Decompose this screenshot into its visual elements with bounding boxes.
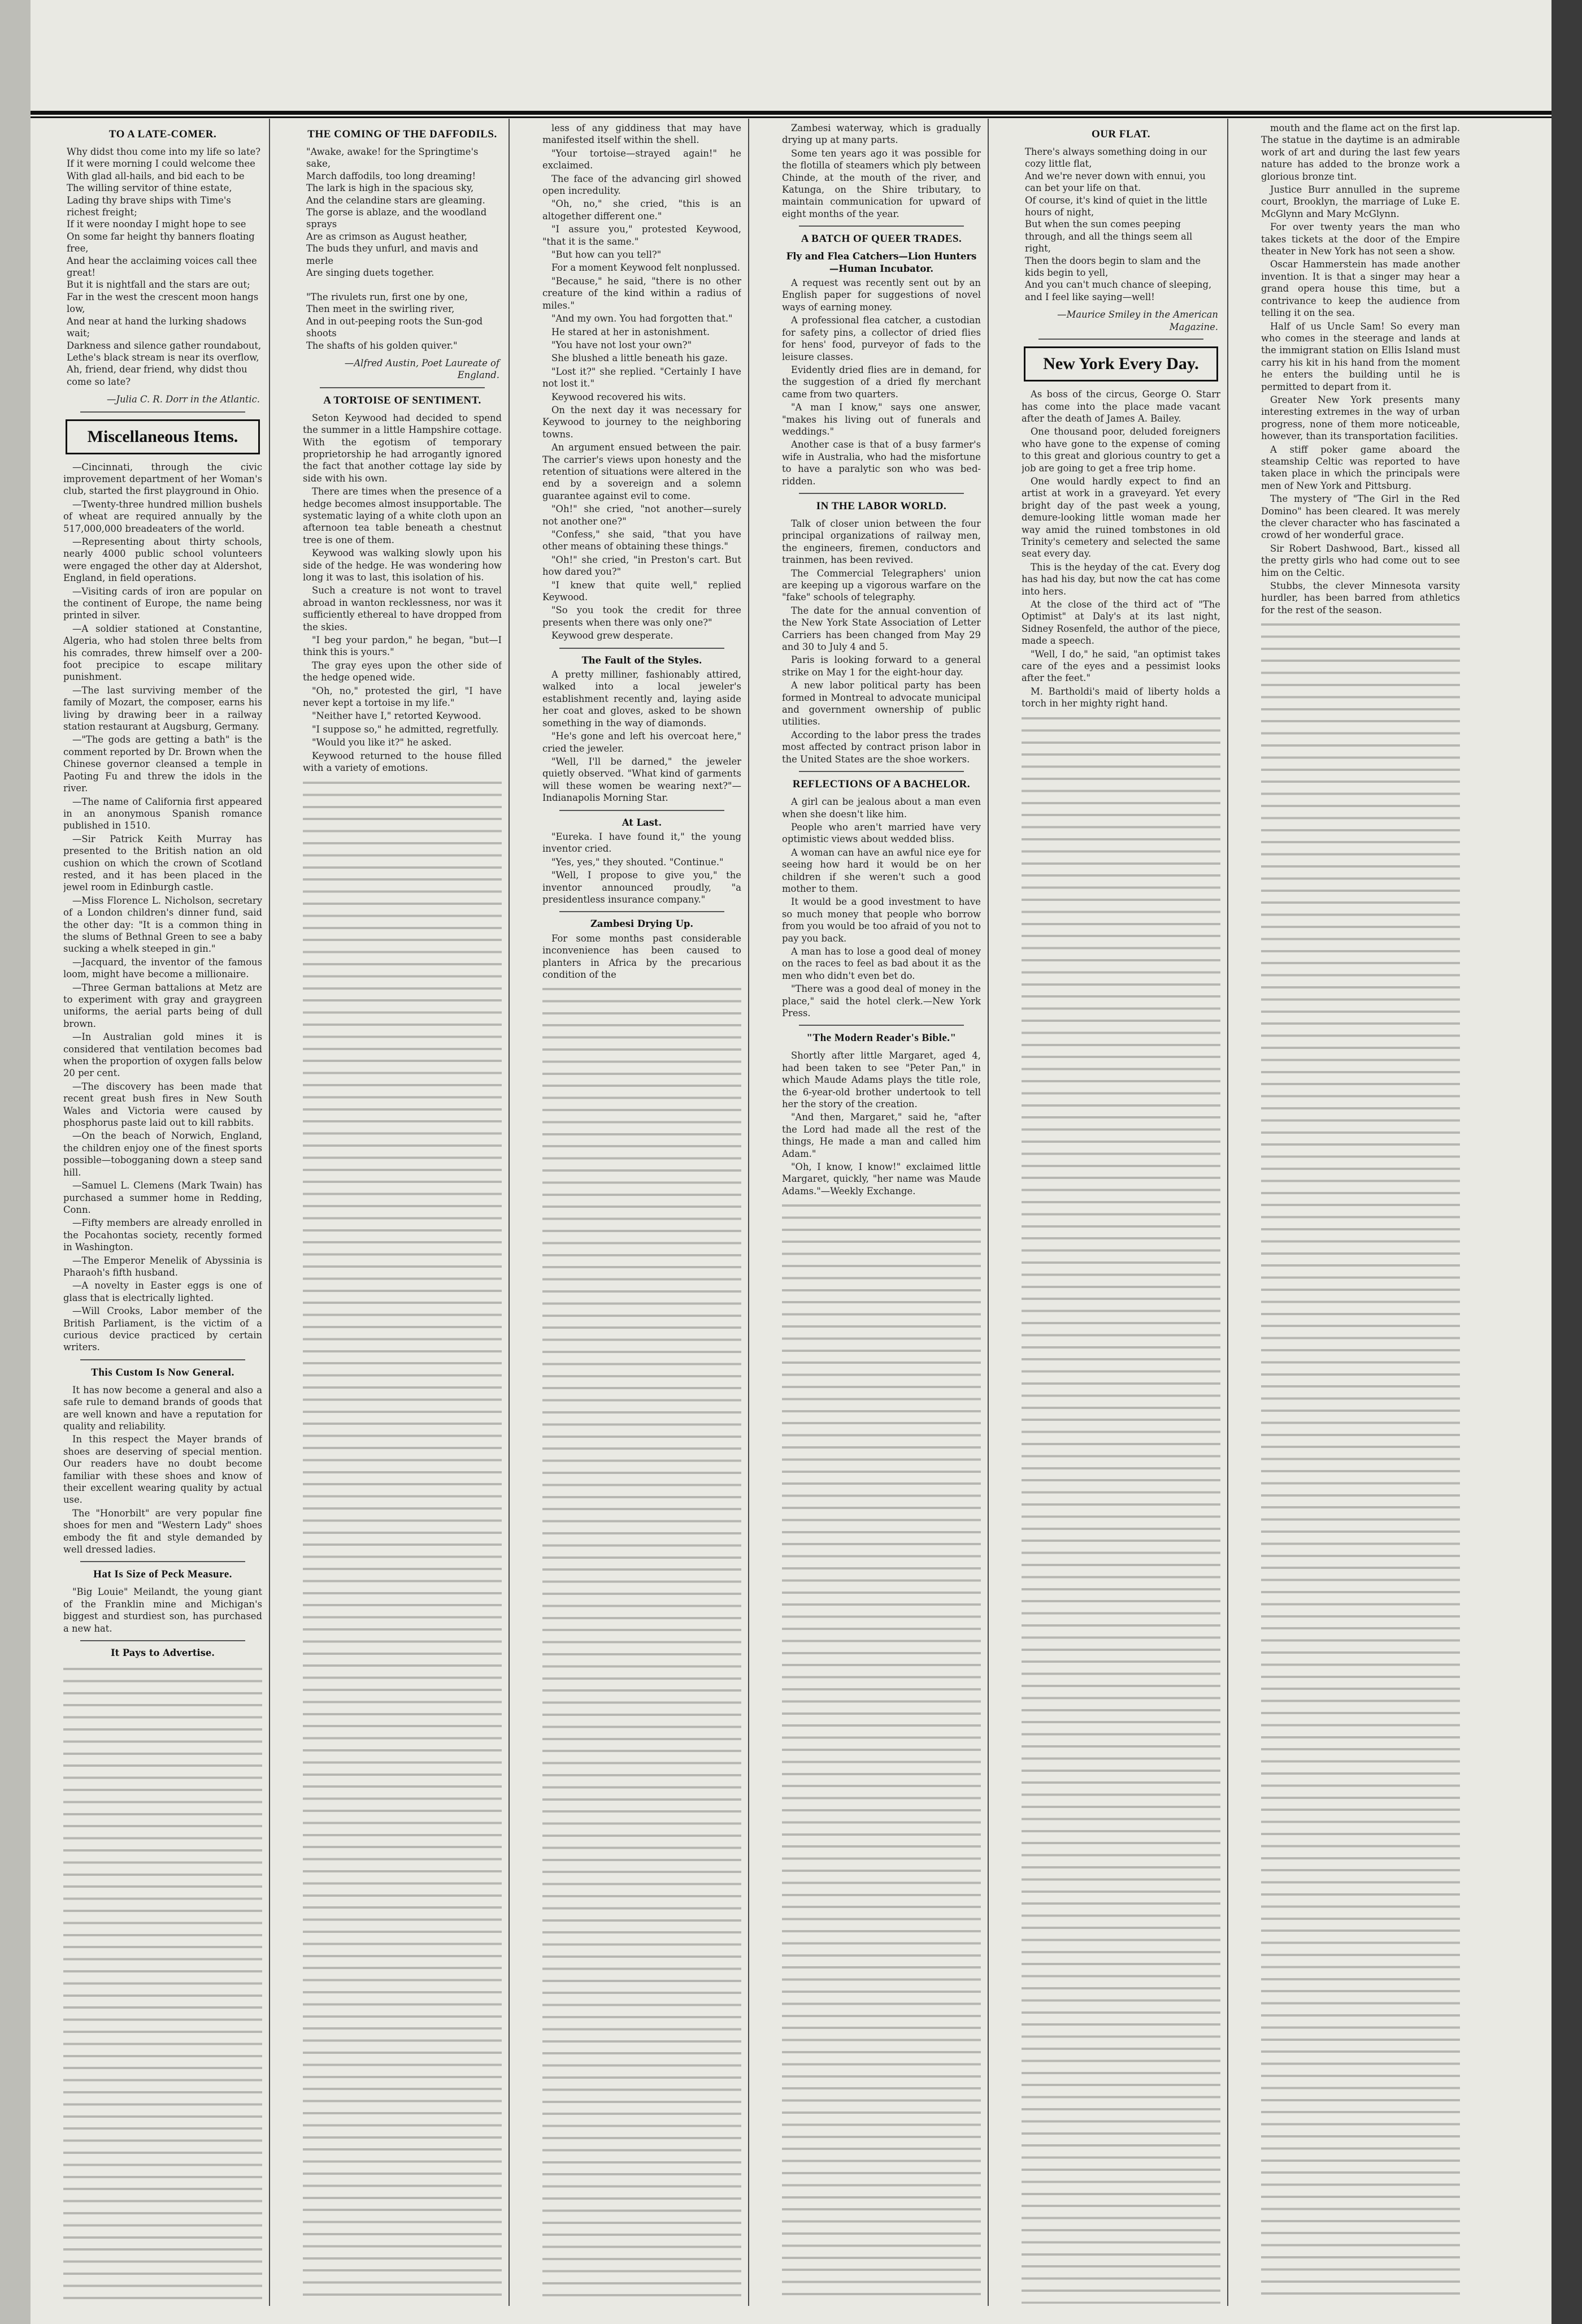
article-paragraph: Seton Keywood had decided to spend the summer in a little Hampshire cottage. With the egotism of temporary proprietorship he had arrogantly ignored the fact that another cottage lay side by side with his own. <box>303 412 502 484</box>
top-rule-thin <box>31 116 1551 118</box>
article-paragraph: mouth and the flame act on the first lap. The statue in the daytime is an admirable work of art and during the last few years nature has added to the bronze work a glorious bronze tint. <box>1261 123 1460 182</box>
article-paragraph: Stubbs, the clever Minnesota varsity hurdler, has been barred from athletics for the rest of the season. <box>1261 580 1460 615</box>
article-paragraph: Such a creature is not wont to travel abroad in wanton recklessness, nor was it sufficiently ethereal to have dropped from the skies. <box>303 585 502 632</box>
newsprint-texture <box>1022 711 1220 2304</box>
article-paragraph: "And then, Margaret," said he, "after the Lord had made all the rest of the things, He made a man and called him Adam." <box>782 1112 981 1159</box>
article-paragraph: —A soldier stationed at Constantine, Algeria, who had stolen three belts from his comrades, threw himself over a 200-foot precipice to escape military punishment. <box>63 623 262 683</box>
column-3 <box>542 122 741 2304</box>
section-divider <box>320 387 485 388</box>
article-paragraph: Sir Robert Dashwood, Bart., kissed all the pretty girls who had come out to see him on the Celtic. <box>1261 543 1460 578</box>
article-paragraph: An argument ensued between the pair. The carrier's views upon honesty and the retention of situations were altered in the end by a sovereign and a solemn guarantee against evil to come. <box>542 442 741 501</box>
section-heading: OUR FLAT. <box>1091 128 1151 140</box>
poem-text: "Awake, awake! for the Springtime's sake, March daffodils, too long dreaming! The lark is high in the spacious sky, And the celandine stars are gleaming. The gorse is ablaze, and the woodland sprays Are as crimson as August heather, The buds they unfurl, and mavis and merle Are singing duets together. "The rivulets run, first one by one, Then meet in the swirling river, And in out-peeping roots the Sun-god shoots The shafts of his golden quiver." <box>306 146 487 351</box>
article-paragraph: "I suppose so," he admitted, regretfully. <box>312 723 499 735</box>
article-paragraph: The "Honorbilt" are very popular fine shoes for men and "Western Lady" shoes embody the fit and style demanded by well dressed ladies. <box>63 1507 262 1555</box>
article-paragraph: At the close of the third act of "The Optimist" at Daly's at its last night, Sidney Rosenfeld, the author of the piece, made a speech. <box>1022 599 1220 647</box>
article-paragraph: For some months past considerable inconvenience has been caused to planters in Africa by the precarious condition of the <box>542 933 741 980</box>
article-paragraph: In this respect the Mayer brands of shoes are deserving of special mention. Our readers have no doubt become familiar with these shoes and know of their excellent wearing quality by actual use. <box>63 1434 262 1506</box>
section-subhead: At Last. <box>621 817 662 828</box>
article-paragraph: "I beg your pardon," he began, "but—I think this is yours." <box>303 635 502 658</box>
column-2 <box>303 122 502 2304</box>
article-paragraph: "Oh!" she cried, "in Preston's cart. But how dared you?" <box>542 554 741 578</box>
column-rule <box>748 119 749 2306</box>
article-paragraph: For over twenty years the man who takes tickets at the door of the Empire theater in New York has not seen a show. <box>1261 222 1460 257</box>
article-paragraph: Keywood grew desperate. <box>551 630 673 641</box>
article-paragraph: People who aren't married have very optimistic views about wedded bliss. <box>782 821 981 845</box>
section-divider <box>799 1025 964 1026</box>
article-paragraph: Greater New York presents many interesting extremes in the way of urban progress, none of them more noticeable, however, than its transportation facilities. <box>1261 394 1460 442</box>
article-paragraph: She blushed a little beneath his gaze. <box>551 353 728 364</box>
article-paragraph: —On the beach of Norwich, England, the children enjoy one of the finest sports possible—tobogganing down a steep sand hill. <box>63 1130 262 1178</box>
section-subhead: The Fault of the Styles. <box>581 654 702 666</box>
article-paragraph: This is the heyday of the cat. Every dog has had his day, but now the cat has come into hers. <box>1022 561 1220 597</box>
article-paragraph: A professional flea catcher, a custodian for safety pins, a collector of dried flies for hens' food, purveyor of fads to the leisure classes. <box>782 315 981 362</box>
newsprint-texture <box>1261 617 1460 2304</box>
article-paragraph: "Oh, no," she cried, "this is an altogether different one." <box>542 198 741 222</box>
newsprint-texture <box>303 775 502 2304</box>
article-paragraph: —Representing about thirty schools, nearly 4000 public school volunteers were engaged the other day at Aldershot, England, in field operations. <box>63 536 262 584</box>
article-paragraph: Some ten years ago it was possible for the flotilla of steamers which ply between Chinde, at the mouth of the river, and Katunga, on the Shire tributary, to maintain communication for upward of eight months of the year. <box>782 148 981 219</box>
section-heading: A BATCH OF QUEER TRADES. <box>801 233 962 245</box>
article-paragraph: "I assure you," protested Keywood, "that it is the same." <box>542 224 741 247</box>
article-paragraph: Zambesi waterway, which is gradually drying up at many parts. <box>782 123 981 146</box>
article-paragraph: For a moment Keywood felt nonplussed. <box>551 262 740 274</box>
article-paragraph: "Well, I do," he said, "an optimist takes care of the eyes and a pessimist looks after the feet." <box>1022 648 1220 684</box>
poem-attribution: —Julia C. R. Dorr in the Atlantic. <box>107 394 260 405</box>
article-paragraph: "Big Louie" Meilandt, the young giant of the Franklin mine and Michigan's biggest and sturdiest son, has purchased a new hat. <box>63 1586 262 1634</box>
section-banner: Miscellaneous Items. <box>66 419 260 454</box>
column-rule <box>988 119 989 2306</box>
article-paragraph: "Well, I'll be darned," the jeweler quietly observed. "What kind of garments will these women be wearing next?"—Indianapolis Morning Star. <box>542 756 741 804</box>
article-paragraph: It would be a good investment to have so much money that people who borrow from you would be too afraid of you not to pay you back. <box>782 896 981 944</box>
section-divider <box>80 1359 245 1360</box>
article-paragraph: "A man I know," says one answer, "makes his living out of funerals and weddings." <box>782 402 981 437</box>
section-heading: IN THE LABOR WORLD. <box>816 500 947 512</box>
article-paragraph: —Visiting cards of iron are popular on the continent of Europe, the name being printed in silver. <box>63 586 262 621</box>
section-divider <box>799 226 964 227</box>
scan-right-edge <box>1551 0 1582 2324</box>
section-subhead: Fly and Flea Catchers—Lion Hunters—Human Incubator. <box>786 251 977 274</box>
article-paragraph: Evidently dried flies are in demand, for the suggestion of a dried fly merchant came from two quarters. <box>782 364 981 400</box>
article-paragraph: —Jacquard, the inventor of the famous loom, might have become a millionaire. <box>63 956 262 980</box>
article-paragraph: —The name of California first appeared in an anonymous Spanish romance published in 1510. <box>63 796 262 831</box>
section-heading: TO A LATE-COMER. <box>108 128 217 140</box>
article-paragraph: —Cincinnati, through the civic improvement department of her Woman's club, started the first playground in Ohio. <box>63 461 262 497</box>
article-paragraph: One would hardly expect to find an artist at work in a graveyard. Yet every bright day of the past week a young, demure-looking little woman made her way amid the ruined tombstones in old Trinity's cemetery and selected the same seat every day. <box>1022 475 1220 560</box>
column-5 <box>1022 122 1220 2304</box>
article-paragraph: A pretty milliner, fashionably attired, walked into a local jeweler's establishment recently and, laying aside her coat and gloves, asked to be shown something in the way of diamonds. <box>542 669 741 729</box>
article-paragraph: "But how can you tell?" <box>551 249 662 261</box>
section-divider <box>799 771 964 772</box>
article-paragraph: "Eureka. I have found it," the young inventor cried. <box>542 831 741 855</box>
column-4 <box>782 122 981 2304</box>
article-paragraph: There are times when the presence of a hedge becomes almost insupportable. The systematic laying of a white cloth upon an afternoon tea table beneath a chestnut tree is one of them. <box>303 486 502 545</box>
article-paragraph: M. Bartholdi's maid of liberty holds a torch in her mighty right hand. <box>1022 686 1220 709</box>
article-paragraph: He stared at her in astonishment. <box>551 326 710 337</box>
section-heading: REFLECTIONS OF A BACHELOR. <box>792 778 971 791</box>
article-paragraph: "He's gone and left his overcoat here," cried the jeweler. <box>542 731 741 754</box>
poem-attribution: —Maurice Smiley in the American Magazine. <box>1057 309 1218 332</box>
section-divider <box>80 411 245 413</box>
article-paragraph: —The discovery has been made that recent great bush fires in New South Wales and Victoria were caused by phosphorus paste laid out to kill rabbits. <box>63 1081 262 1129</box>
article-paragraph: A stiff poker game aboard the steamship Celtic was reported to have taken place in which the principals were men of New York and Pittsburg. <box>1261 444 1460 491</box>
article-paragraph: —Will Crooks, Labor member of the British Parliament, is the victim of a curious device practiced by certain writers. <box>63 1306 262 1353</box>
column-rule <box>1227 119 1228 2306</box>
article-paragraph: —The Emperor Menelik of Abyssinia is Pharaoh's fifth husband. <box>63 1255 262 1278</box>
article-paragraph: "Yes, yes," they shouted. "Continue." <box>551 856 724 868</box>
article-paragraph: —Three German battalions at Metz are to experiment with gray and graygreen uniforms, the aerial parts being of dull brown. <box>63 982 262 1029</box>
poem-attribution: —Alfred Austin, Poet Laureate of England. <box>344 357 499 381</box>
section-divider <box>559 911 724 912</box>
section-divider <box>799 493 964 494</box>
article-paragraph: On the next day it was necessary for Keywood to journey to the neighboring towns. <box>542 404 741 440</box>
article-paragraph: —Fifty members are already enrolled in the Pocahontas society, recently formed in Washington. <box>63 1217 262 1253</box>
article-paragraph: "Your tortoise—strayed again!" he exclaimed. <box>542 148 741 171</box>
article-paragraph: "Confess," she said, "that you have other means of obtaining these things." <box>542 529 741 552</box>
article-paragraph: "Well, I propose to give you," the inventor announced proudly, "a presidentless insurance company." <box>542 870 741 905</box>
article-paragraph: "Oh!" she cried, "not another—surely not another one?" <box>542 504 741 527</box>
article-paragraph: —Miss Florence L. Nicholson, secretary of a London children's dinner fund, said the other day: "It is a common thing in the slums of Bethnal Green to see a baby sucking a whelk steeped in gin." <box>63 895 262 955</box>
article-paragraph: Keywood was walking slowly upon his side of the hedge. He was wondering how long it was to last, this isolation of his. <box>303 548 502 583</box>
poem-text: Why didst thou come into my life so late? If it were morning I could welcome thee With glad all-hails, and bid each to be The willing servitor of thine estate, Lading thy brave ships with Time's richest freight; If it were noonday I might hope to see On some far height thy banners floating free, And hear the acclaiming voices call thee great! But it is nightfall and the stars are out; Far in the west the crescent moon hangs low, And near at hand the lurking shadows wait; Darkness and silence gather roundabout, Lethe's black stream is near its overflow, Ah, friend, dear friend, why didst thou come so late? <box>67 146 262 387</box>
article-paragraph: A man has to lose a good deal of money on the races to feel as bad about it as the men who didn't even bet do. <box>782 946 981 981</box>
article-paragraph: Oscar Hammerstein has made another invention. It is that a singer may hear a grand opera house this time, but a contrivance to keep the audience from telling it on the sea. <box>1261 259 1460 319</box>
section-divider <box>80 1640 245 1641</box>
article-paragraph: According to the labor press the trades most affected by contract prison labor in the United States are the shoe workers. <box>782 729 981 765</box>
article-paragraph: —"The gods are getting a bath" is the comment reported by Dr. Brown when the Chinese governor cleansed a temple in Paoting Fu and threw the idols in the river. <box>63 734 262 794</box>
article-paragraph: Shortly after little Margaret, aged 4, had been taken to see "Peter Pan," in which Maude Adams plays the title role, the 6-year-old brother undertook to tell her the story of the creation. <box>782 1050 981 1110</box>
newsprint-texture <box>542 982 741 2304</box>
article-paragraph: —In Australian gold mines it is considered that ventilation becomes bad when the proportion of oxygen falls below 20 per cent. <box>63 1031 262 1079</box>
section-heading: A TORTOISE OF SENTIMENT. <box>323 394 481 406</box>
article-paragraph: Paris is looking forward to a general strike on May 1 for the eight-hour day. <box>782 654 981 678</box>
article-paragraph: "Lost it?" she replied. "Certainly I have not lost it." <box>542 366 741 389</box>
article-paragraph: less of any giddiness that may have manifested itself within the shell. <box>542 123 741 146</box>
column-rule <box>508 119 510 2306</box>
article-paragraph: "There was a good deal of money in the place," said the hotel clerk.—New York Press. <box>782 983 981 1018</box>
article-paragraph: "So you took the credit for three presents when there was only one?" <box>542 605 741 628</box>
section-heading: "The Modern Reader's Bible." <box>806 1032 957 1044</box>
article-paragraph: "Oh, no," protested the girl, "I have never kept a tortoise in my life." <box>303 685 502 709</box>
section-banner: New York Every Day. <box>1024 346 1218 381</box>
article-paragraph: Keywood recovered his wits. <box>551 391 686 402</box>
section-heading: THE COMING OF THE DAFFODILS. <box>307 128 497 140</box>
article-paragraph: Half of us Uncle Sam! So every man who comes in the steerage and lands at the immigrant station on Ellis Island must carry his kit in his hand from the moment he enters the building until he is permitted to depart from it. <box>1261 320 1460 392</box>
article-paragraph: "And my own. You had forgotten that." <box>551 313 733 324</box>
article-paragraph: A woman can have an awful nice eye for seeing how hard it would be on her children if she weren't such a good mother to them. <box>782 847 981 894</box>
poem-text: There's always something doing in our cozy little flat, And we're never down with ennui, you can bet your life on that. Of course, it's kind of quiet in the little hours of night, But when the sun comes peeping through, and all the things seem all right, Then the doors begin to slam and the kids begin to yell, And you can't much chance of sleeping, and I feel like saying—well! <box>1025 146 1212 302</box>
article-paragraph: "I knew that quite well," replied Keywood. <box>542 579 741 603</box>
article-paragraph: "Because," he said, "there is no other creature of the kind within a radius of miles." <box>542 275 741 311</box>
section-divider <box>559 648 724 649</box>
article-paragraph: A new labor political party has been formed in Montreal to advocate municipal and government ownership of public utilities. <box>782 680 981 727</box>
article-paragraph: —Sir Patrick Keith Murray has presented to the British nation an old cushion on which the crown of Scotland rested, and it has been placed in the jewel room in Edinburgh castle. <box>63 833 262 893</box>
top-rule <box>31 111 1551 115</box>
article-paragraph: "Neither have I," retorted Keywood. <box>312 710 481 722</box>
article-paragraph: The Commercial Telegraphers' union are keeping up a vigorous warfare on the "fake" schools of telegraphy. <box>782 567 981 603</box>
article-paragraph: One thousand poor, deluded foreigners who have gone to the expense of coming to this great and glorious country to get a job are going to get a free trip home. <box>1022 426 1220 474</box>
article-paragraph: Keywood returned to the house filled with a variety of emotions. <box>303 750 502 774</box>
article-paragraph: The mystery of "The Girl in the Red Domino" has been cleared. It was merely the clever character who has fascinated a crowd of her wonderful grace. <box>1261 493 1460 541</box>
article-paragraph: The gray eyes upon the other side of the hedge opened wide. <box>303 660 502 683</box>
section-divider <box>1038 339 1203 340</box>
column-rule <box>269 119 270 2306</box>
article-paragraph: It has now become a general and also a safe rule to demand brands of goods that are well known and have a reputation for quality and reliability. <box>63 1384 262 1432</box>
column-1 <box>63 122 262 2304</box>
article-paragraph: "You have not lost your own?" <box>551 339 692 350</box>
article-paragraph: Justice Burr annulled in the supreme court, Brooklyn, the marriage of Luke E. McGlynn and Mary McGlynn. <box>1261 184 1460 219</box>
article-paragraph: —The last surviving member of the family of Mozart, the composer, earns his living by drawing beer in a railway station restaurant at Augsburg, Germany. <box>63 684 262 732</box>
section-subhead: It Pays to Advertise. <box>110 1647 215 1659</box>
article-paragraph: —A novelty in Easter eggs is one of glass that is electrically lighted. <box>63 1280 262 1303</box>
article-paragraph: Talk of closer union between the four principal organizations of railway men, the engineers, firemen, conductors and trainmen, has been revived. <box>782 518 981 566</box>
section-heading: This Custom Is Now General. <box>91 1366 234 1378</box>
article-paragraph: A girl can be jealous about a man even when she doesn't like him. <box>782 796 981 820</box>
column-6 <box>1261 122 1460 2304</box>
section-heading: Hat Is Size of Peck Measure. <box>93 1568 232 1581</box>
article-paragraph: "Would you like it?" he asked. <box>312 737 452 748</box>
article-paragraph: The date for the annual convention of the New York State Association of Letter Carriers has been changed from May 29 and 30 to July 4 and 5. <box>782 605 981 653</box>
article-paragraph: —Twenty-three hundred million bushels of wheat are required annually by the 517,000,000 breadeaters of the world. <box>63 498 262 534</box>
newsprint-texture <box>63 1662 262 2304</box>
article-paragraph: Another case is that of a busy farmer's wife in Australia, who had the misfortune to have a paralytic son who was bed-ridden. <box>782 439 981 487</box>
article-paragraph: "Oh, I know, I know!" exclaimed little Margaret, quickly, "her name was Maude Adams."—Weekly Exchange. <box>782 1161 981 1196</box>
scan-left-margin <box>0 0 31 2324</box>
section-divider <box>559 810 724 811</box>
article-paragraph: The face of the advancing girl showed open incredulity. <box>542 173 741 197</box>
newsprint-texture <box>782 1198 981 2304</box>
section-subhead: Zambesi Drying Up. <box>590 918 694 930</box>
article-paragraph: —Samuel L. Clemens (Mark Twain) has purchased a summer home in Redding, Conn. <box>63 1180 262 1215</box>
article-paragraph: A request was recently sent out by an English paper for suggestions of novel ways of earning money. <box>782 278 981 313</box>
section-divider <box>80 1561 245 1562</box>
article-paragraph: As boss of the circus, George O. Starr has come into the place made vacant after the death of James A. Bailey. <box>1022 389 1220 424</box>
